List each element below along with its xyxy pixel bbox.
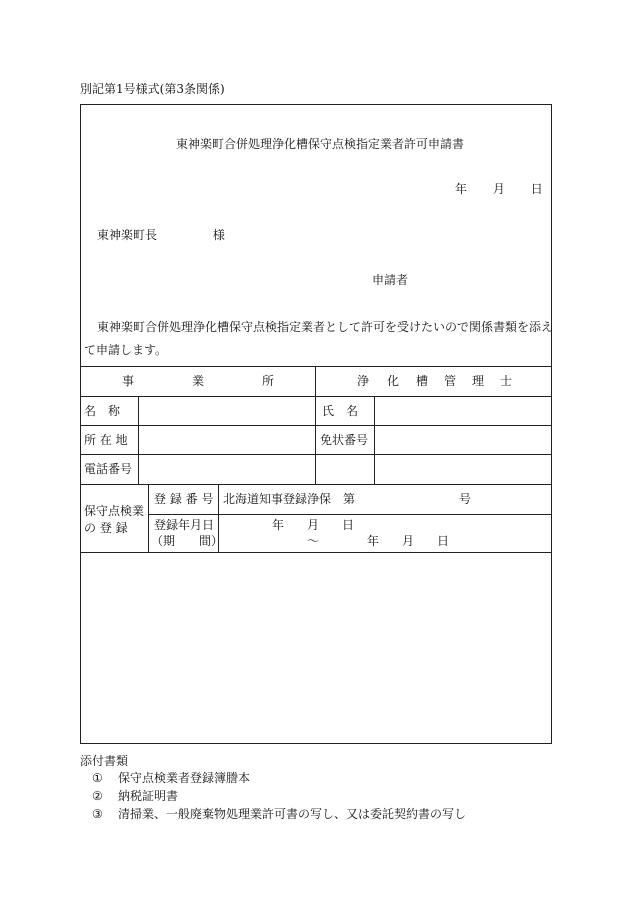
addressee-name: 東神楽町長 (97, 228, 158, 242)
address-label: 所 在 地 (84, 433, 128, 447)
table-rule (80, 396, 552, 397)
body-text-line-2: て申請します。 (84, 343, 168, 357)
table-rule (148, 514, 552, 515)
attachment-text: 清掃業、一般廃棄物処理業許可書の写し、又は委託契約書の写し (118, 807, 467, 821)
office-header-2: 業 (192, 374, 205, 388)
manager-header-1: 浄 (357, 374, 370, 388)
manager-header-4: 管 (444, 374, 457, 388)
page-title: 東神楽町合併処理浄化槽保守点検指定業者許可申請書 (176, 137, 465, 151)
table-rule (148, 484, 149, 552)
registration-label-line-2: の 登 録 (84, 521, 128, 535)
registration-label-line-1: 保守点検業 (84, 504, 145, 518)
attachment-text: 保守点検業者登録簿謄本 (118, 771, 251, 785)
table-rule (80, 425, 552, 426)
applicant-label: 申請者 (372, 273, 409, 287)
attachment-item (92, 790, 178, 802)
registration-to-month: 月 (402, 534, 415, 548)
manager-header-5: 理 (472, 374, 485, 388)
registration-number-label: 登 録 番 号 (154, 492, 214, 506)
body-text-line-1: 東神楽町合併処理浄化槽保守点検指定業者として許可を受けたいので関係書類を添え (97, 320, 554, 334)
phone-label: 電話番号 (84, 462, 133, 476)
office-header-1: 事 (122, 374, 135, 388)
application-date (455, 183, 543, 195)
form-label: 別記第1号様式(第3条関係) (80, 82, 225, 96)
table-rule (315, 366, 316, 484)
table-rule (80, 484, 552, 485)
attachment-text: 納税証明書 (118, 789, 179, 803)
table-rule (80, 552, 552, 553)
date-year: 年 (455, 182, 468, 196)
registration-to-year: 年 (367, 534, 380, 548)
license-number-label: 免状番号 (320, 433, 369, 447)
manager-header-2: 化 (387, 374, 400, 388)
registration-from-year: 年 (272, 518, 285, 532)
manager-header-6: 士 (500, 374, 513, 388)
table-rule (80, 454, 552, 455)
registration-number-prefix: 北海道知事登録浄保 第 (223, 492, 356, 506)
registration-period-tilde: ～ (307, 534, 320, 548)
table-rule (138, 396, 139, 484)
table-rule (374, 396, 375, 484)
date-month: 月 (492, 182, 505, 196)
registration-from-month: 月 (307, 518, 320, 532)
date-day: 日 (530, 182, 543, 196)
registration-date-label: 登録年月日 (154, 518, 215, 532)
registration-from-day: 日 (342, 518, 355, 532)
table-rule (80, 366, 552, 367)
addressee (97, 229, 225, 241)
attachment-item (92, 772, 250, 784)
attachments-title: 添付書類 (80, 754, 129, 768)
attachment-item (92, 808, 466, 820)
registration-number-suffix: 号 (459, 492, 472, 506)
registration-to-day: 日 (437, 534, 450, 548)
registration-period-label: （期 間） (151, 534, 224, 548)
office-header-3: 所 (262, 374, 275, 388)
attachment-number: ① (92, 771, 103, 785)
manager-header-3: 槽 (416, 374, 429, 388)
attachment-number: ② (92, 789, 103, 803)
attachment-number: ③ (92, 807, 103, 821)
person-name-label: 氏 名 (322, 404, 359, 418)
name-label: 名 称 (84, 404, 121, 418)
form-frame (80, 104, 552, 744)
addressee-honorific: 様 (212, 228, 225, 242)
